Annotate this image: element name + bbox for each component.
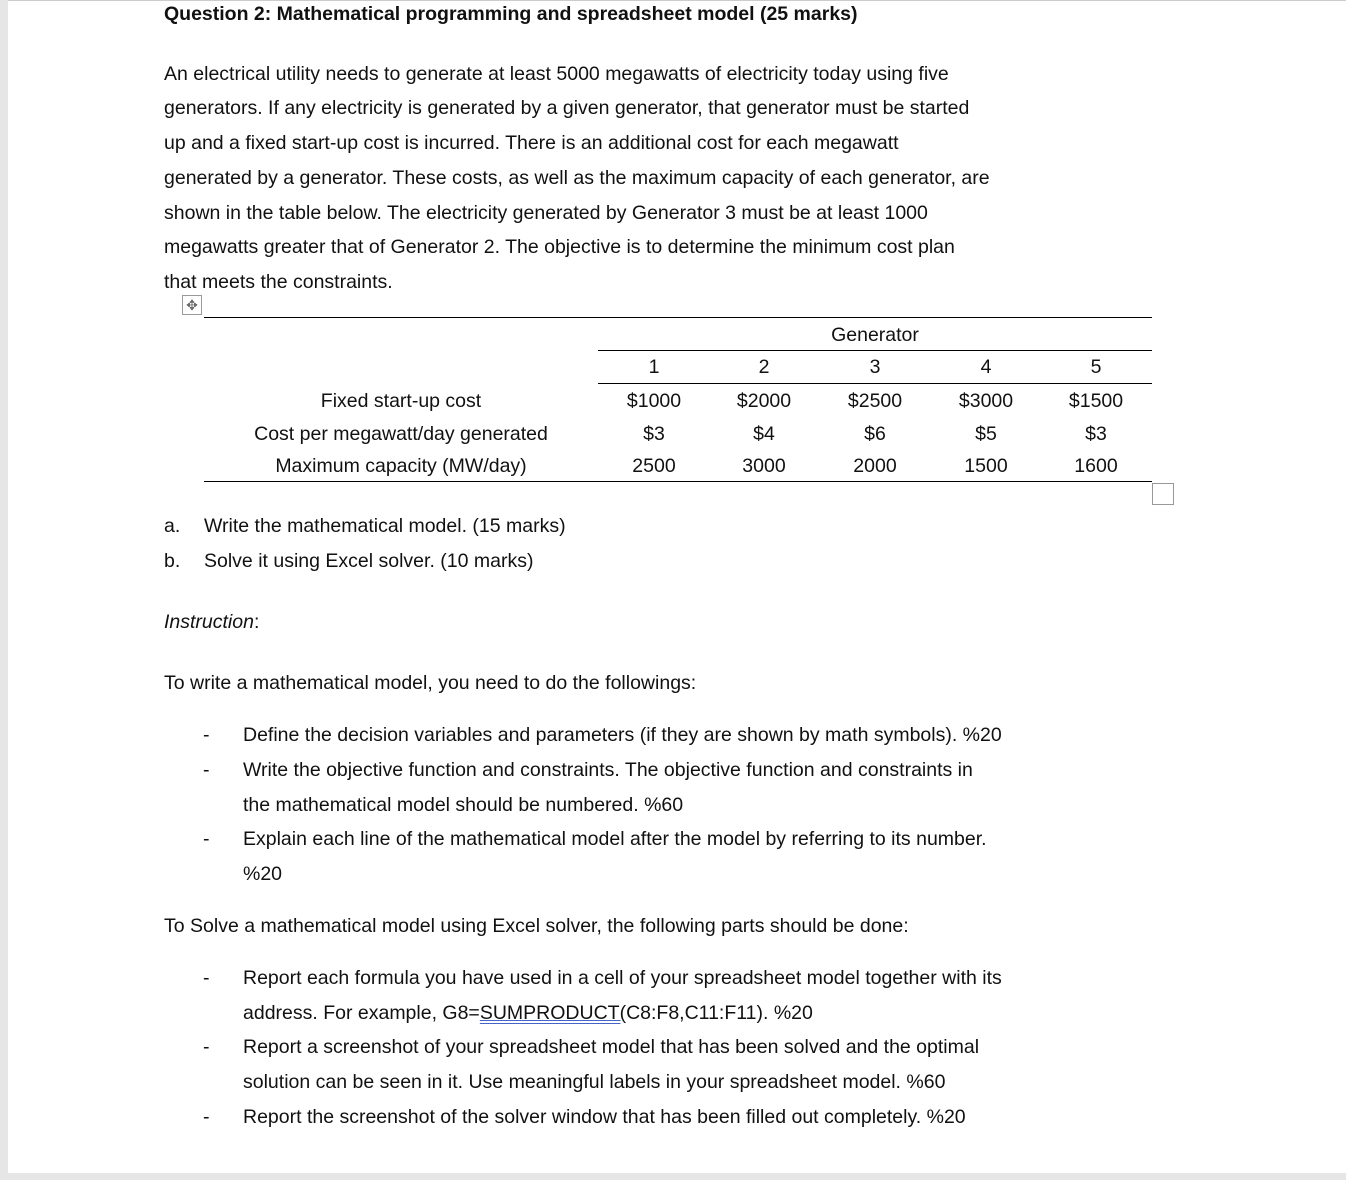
intro-line: that meets the constraints.: [164, 271, 393, 293]
bullet-text: Report the screenshot of the solver window that has been filled out completely. %20: [243, 1106, 966, 1128]
solver-intro: To Solve a mathematical model using Excel solver, the following parts should be done:: [164, 915, 909, 937]
cell: $3: [1085, 423, 1107, 445]
bullet-text: %20: [243, 863, 283, 885]
table-move-handle-icon[interactable]: ✥: [182, 295, 202, 315]
cell: $6: [864, 423, 886, 445]
bullet-text: Report a screenshot of your spreadsheet model that has been solved and the optimal: [243, 1036, 980, 1058]
cell: 2500: [632, 455, 676, 477]
bullet-text: Define the decision variables and parameters (if they are shown by math symbols). %20: [243, 724, 1002, 746]
cell: 3000: [742, 455, 786, 477]
row-label: Cost per megawatt/day generated: [254, 423, 548, 445]
column-header: 5: [1090, 356, 1102, 378]
bullet-text: solution can be seen in it. Use meaningful labels in your spreadsheet model. %60: [243, 1071, 946, 1093]
intro-line: up and a fixed start-up cost is incurred. There is an additional cost for each megawatt: [164, 132, 899, 154]
table-top-rule: [204, 317, 1152, 318]
cell: $3: [643, 423, 665, 445]
intro-line: An electrical utility needs to generate at least 5000 megawatts of electricity today using five: [164, 63, 949, 85]
intro-line: shown in the table below. The electricity generated by Generator 3 must be at least 1000: [164, 202, 928, 224]
model-intro: To write a mathematical model, you need to do the followings:: [164, 672, 697, 694]
cell: 2000: [853, 455, 897, 477]
bullet-dash: -: [203, 1036, 210, 1058]
cell: 1600: [1074, 455, 1118, 477]
intro-line: megawatts greater that of Generator 2. The objective is to determine the minimum cost plan: [164, 236, 955, 258]
part-a-text: Write the mathematical model. (15 marks): [204, 515, 566, 537]
part-b-text: Solve it using Excel solver. (10 marks): [204, 550, 534, 572]
table-resize-handle[interactable]: [1152, 483, 1174, 505]
bullet-dash: -: [203, 828, 210, 850]
column-header: 4: [980, 356, 992, 378]
bullet-dash: -: [203, 759, 210, 781]
text: C8:F8,C11:F11). %20: [626, 1002, 813, 1024]
cell: $5: [975, 423, 997, 445]
bullet-text: [243, 1001, 813, 1025]
header-rule: [598, 350, 1152, 351]
intro-line: generators. If any electricity is generated by a given generator, that generator must be started: [164, 97, 970, 119]
cell: $2500: [847, 390, 903, 412]
bullet-text: Report each formula you have used in a cell of your spreadsheet model together with its: [243, 967, 1002, 989]
column-rule: [598, 383, 1152, 384]
bullet-dash: -: [203, 724, 210, 746]
generator-header: Generator: [831, 324, 919, 346]
bullet-dash: -: [203, 967, 210, 989]
instruction-label: Instruction: [164, 611, 254, 633]
part-marker: a.: [164, 515, 181, 537]
question-title: Question 2: Mathematical programming and spreadsheet model (25 marks): [164, 3, 858, 25]
column-header: 1: [648, 356, 660, 378]
cell: 1500: [964, 455, 1008, 477]
cell: $1000: [626, 390, 682, 412]
grammar-flagged-text[interactable]: SUMPRODUCT(: [479, 1002, 627, 1024]
column-header: 2: [758, 356, 770, 378]
cell: $1500: [1068, 390, 1124, 412]
bullet-text: Write the objective function and constraints. The objective function and constraints in: [243, 759, 973, 781]
intro-line: generated by a generator. These costs, as well as the maximum capacity of each generator, are: [164, 167, 990, 189]
text: address. For example, G8=: [243, 1002, 480, 1024]
row-label: Fixed start-up cost: [320, 390, 482, 412]
cell: $3000: [958, 390, 1014, 412]
row-label: Maximum capacity (MW/day): [275, 455, 527, 477]
column-header: 3: [869, 356, 881, 378]
bullet-text: the mathematical model should be numbered. %60: [243, 794, 684, 816]
bullet-text: Explain each line of the mathematical model after the model by referring to its number.: [243, 828, 987, 850]
cell: $2000: [736, 390, 792, 412]
part-marker: b.: [164, 550, 181, 572]
instruction-heading: [164, 610, 259, 634]
table-bottom-rule: [204, 481, 1152, 482]
cell: $4: [753, 423, 775, 445]
bullet-dash: -: [203, 1106, 210, 1128]
colon: :: [253, 611, 260, 633]
